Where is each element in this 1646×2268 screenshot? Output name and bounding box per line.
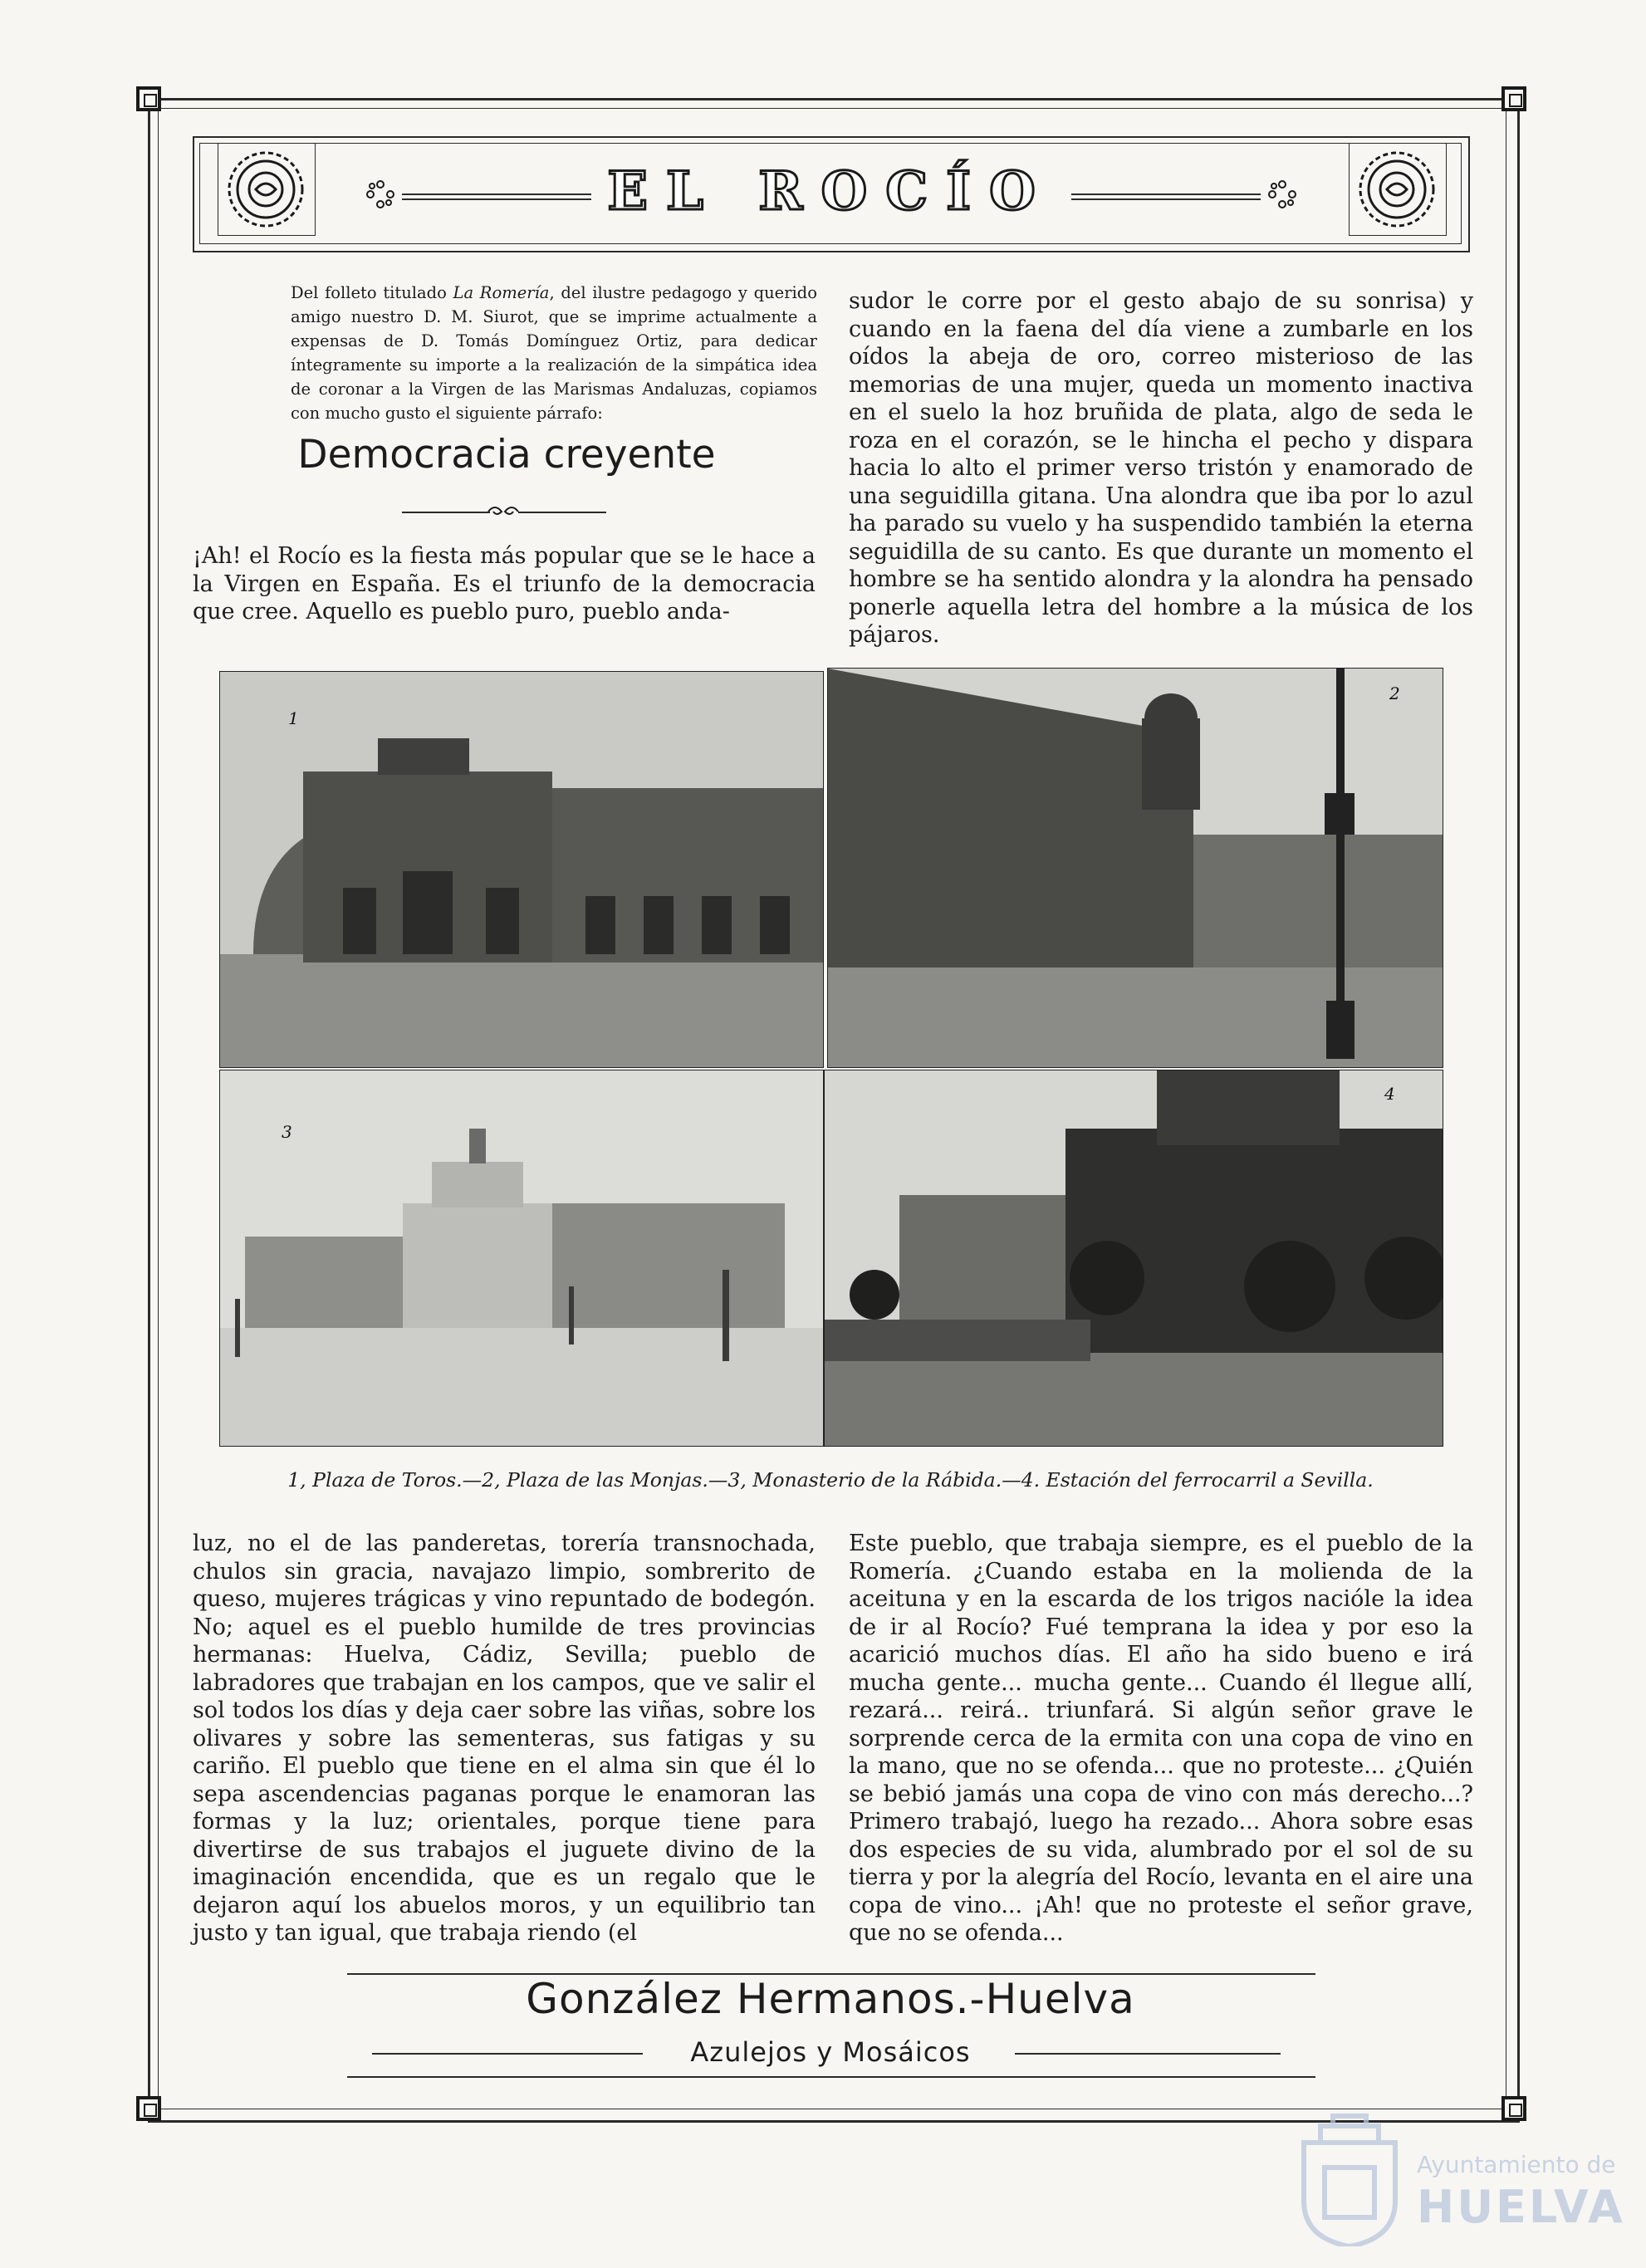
article-col2-bottom: Este pueblo, que trabaja siempre, es el pueblo de la Romería. ¿Cuando estaba en la molienda de la aceituna y en la escarda de los trigos nacióle la idea de ir al Rocío? Fué temprana la idea y por eso la acarició muchos días. El año ha sido bueno e irá mucha gente... mucha gente... Cuando él llegue allí, rezará... reirá.. triunfará. Si algún señor grave le sorprende cerca de la ermita con una copa de vino en la mano, que no se ofenda... que no proteste... ¿Quién se bebió jamás una copa de vino con más derecho...? Primero trabajó, luego ha rezado... Ahora sobre esas dos especies de su vida, alumbrado por el sol de su tierra y por la alegría del Rocío, levanta en el aire una copa de vino... ¡Ah! que no proteste el señor grave, que no se ofenda... — [849, 1531, 1473, 1946]
intro-text-b: , del ilustre pedagogo y querido amigo nuestro D. M. Siurot, que se imprime actualmente a expensas de D. Tomás Domínguez Ortiz, para dedicar íntegramente su importe a la realización de la simpática idea de coronar a la Virgen de las Marismas Andaluzas, copiamos con mucho gusto el siguiente párrafo: — [291, 283, 817, 423]
photo-plaza-de-las-monjas — [827, 668, 1443, 1068]
frame-corner-ornament — [136, 86, 161, 111]
photo-station-image — [825, 1070, 1443, 1446]
article-col1-top: ¡Ah! el Rocío es la fiesta más popular que se le hace a la Virgen en España. Es el triunfo de la democracia que cree. Aquello es pueblo puro, pueblo anda- — [193, 543, 816, 625]
photo-square-image — [828, 669, 1443, 1067]
rosette-ornament-right-icon — [1355, 148, 1438, 231]
page-title: EL ROCÍO — [607, 160, 1054, 223]
dot-cluster-right-icon — [1266, 178, 1299, 211]
photo-plaza-de-toros — [219, 671, 824, 1068]
frame-corner-ornament — [136, 2096, 161, 2121]
header-rule-right — [1071, 193, 1261, 195]
dot-cluster-left-icon — [364, 178, 397, 211]
photo-bullring-image — [220, 672, 823, 1067]
city-shield-icon — [1296, 2109, 1404, 2246]
article-col1-bottom: luz, no el de las panderetas, torería transnochada, chulos sin gracia, navajazo limpio, sombrerito de queso, mujeres trágicas y vino repuntado de bodegón. No; aquel es el pueblo humilde de tres provincias hermanas: Huelva, Cádiz, Sevilla; pueblo de labradores que trabajan en los campos, que ve salir el sol todos los días y deja caer sobre las viñas, sobre los olivares y sobre las sementeras, sus fatigas y su cariño. El pueblo que tiene en el alma sin que él lo sepa ascendencias paganas porque le enamoran las formas y la luz; orientales, porque tiene para divertirse de sus trabajos el juguete divino de la imaginación encendida, que es un regalo que le dejaron aquí los abuelos moros, y un equilibrio tan justo y tan igual, que trabaja riendo (el — [193, 1531, 816, 1946]
photo-caption: 1, Plaza de Toros.—2, Plaza de las Monjas.—3, Monasterio de la Rábida.—4. Estación del ferrocarril a Sevilla. — [287, 1468, 1374, 1492]
ad-rule-right — [1015, 2053, 1281, 2055]
title-rule-right — [518, 512, 606, 513]
header-rule-left-2 — [402, 198, 591, 200]
booklet-title: La Romería — [453, 283, 550, 302]
archive-watermark — [1296, 2101, 1644, 2251]
ad-rule-bottom — [347, 2076, 1315, 2078]
intro-text-a: Del folleto titulado — [291, 283, 453, 302]
header-rule-right-2 — [1071, 198, 1261, 200]
watermark-line2: HUELVA — [1417, 2181, 1625, 2233]
frame-corner-ornament — [1501, 86, 1526, 111]
article-title: Democracia creyente — [297, 432, 716, 478]
scroll-flourish-icon — [485, 502, 522, 522]
rosette-ornament-left-icon — [224, 148, 307, 231]
photo-monasterio-rabida — [219, 1070, 824, 1447]
photo-monastery-image — [220, 1070, 823, 1446]
photo-estacion-ferrocarril — [824, 1070, 1443, 1447]
header-rule-left — [402, 193, 591, 195]
photo-number-1: 1 — [288, 708, 299, 728]
title-rule-left — [402, 512, 490, 513]
watermark-line1: Ayuntamiento de — [1417, 2151, 1616, 2178]
intro-paragraph — [291, 281, 817, 425]
photo-number-3: 3 — [282, 1122, 292, 1142]
advertiser-products: Azulejos y Mosáicos — [690, 2036, 971, 2068]
photo-number-2: 2 — [1389, 683, 1400, 703]
article-col2-top: sudor le corre por el gesto abajo de su sonrisa) y cuando en la faena del día viene a zumbarle en los oídos la abeja de oro, correo misterioso de las memorias de una mujer, queda un momento inactiva en el suelo la hoz bruñida de plata, algo de seda le roza en el corazón, se le hincha el pecho y dispara hacia lo alto el primer verso tristón y enamorado de una seguidilla gitana. Una alondra que iba por lo azul ha parado su vuelo y ha suspendido también la eterna seguidilla de su canto. Es que durante un momento el hombre se ha sentido alondra y la alondra ha pensado ponerle aquella letra del hombre a la música de los pájaros. — [849, 288, 1473, 648]
advertiser-name: González Hermanos.-Huelva — [526, 1975, 1135, 2023]
photo-number-4: 4 — [1384, 1084, 1395, 1104]
